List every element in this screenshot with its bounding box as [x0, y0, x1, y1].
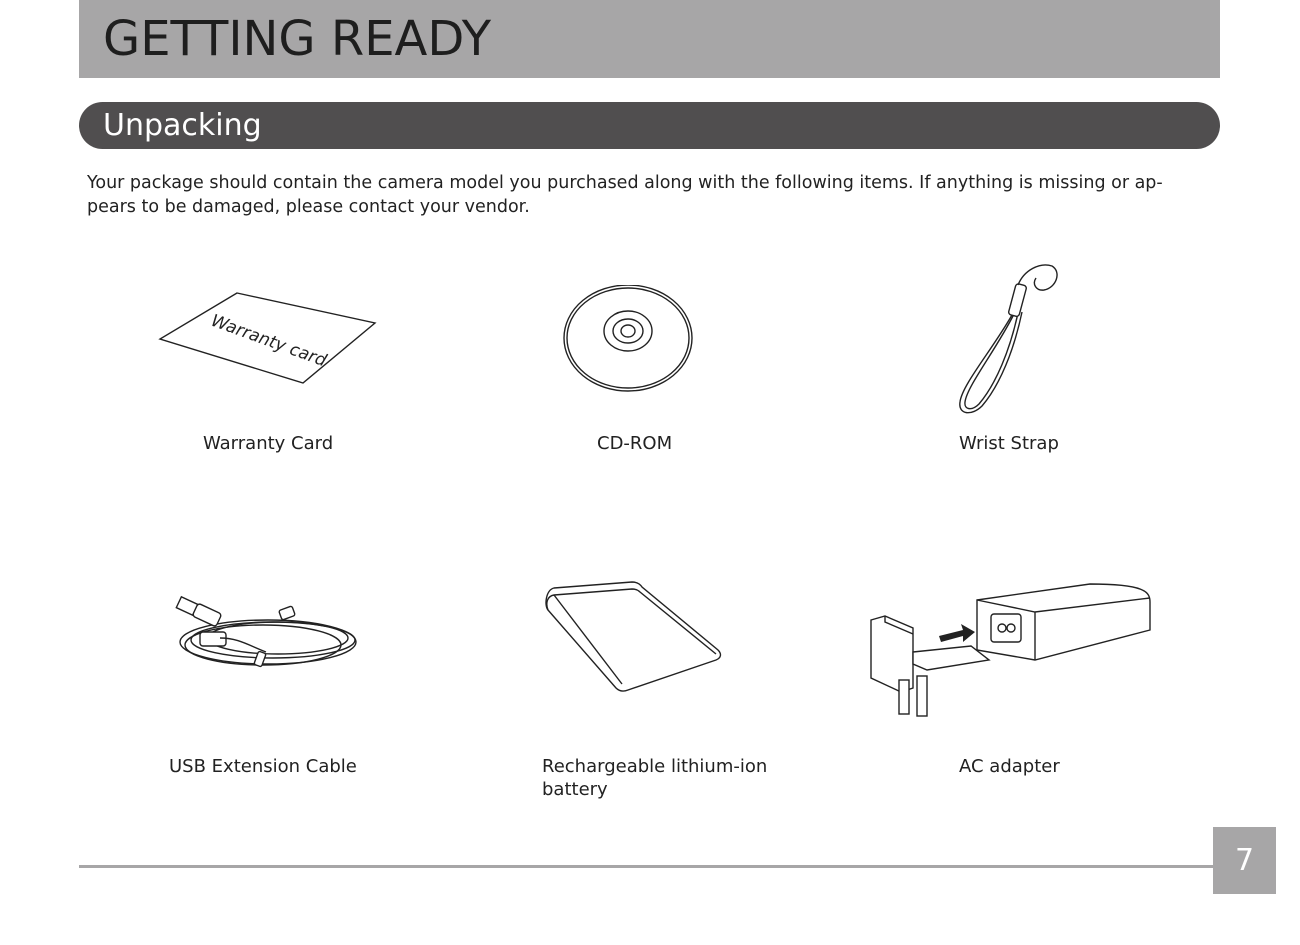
footer-divider — [79, 865, 1213, 868]
usb-cable-icon — [168, 590, 368, 685]
page-number: 7 — [1213, 827, 1276, 894]
warranty-card-text: Warranty card — [208, 310, 329, 372]
item-label-ac-adapter: AC adapter — [959, 756, 1060, 777]
warranty-card-icon — [155, 285, 380, 390]
battery-icon — [540, 578, 725, 698]
item-label-battery: Rechargeable lithium-ion battery — [542, 756, 768, 800]
ac-adapter-icon — [865, 580, 1155, 720]
section-header — [79, 102, 1220, 149]
item-label-usb-cable: USB Extension Cable — [169, 756, 357, 777]
item-label-warranty-card: Warranty Card — [203, 433, 334, 454]
chapter-header — [79, 0, 1220, 78]
wrist-strap-icon — [952, 260, 1067, 420]
item-label-wrist-strap: Wrist Strap — [959, 433, 1059, 454]
section-title: Unpacking — [103, 108, 262, 143]
item-label-cd-rom: CD-ROM — [597, 433, 673, 454]
cd-rom-icon — [560, 285, 695, 395]
intro-paragraph: Your package should contain the camera model you purchased along with the following items. If anything is missing or ap-pears to be damaged, please contact your vendor. — [87, 173, 1163, 217]
chapter-title: GETTING READY — [103, 11, 492, 67]
